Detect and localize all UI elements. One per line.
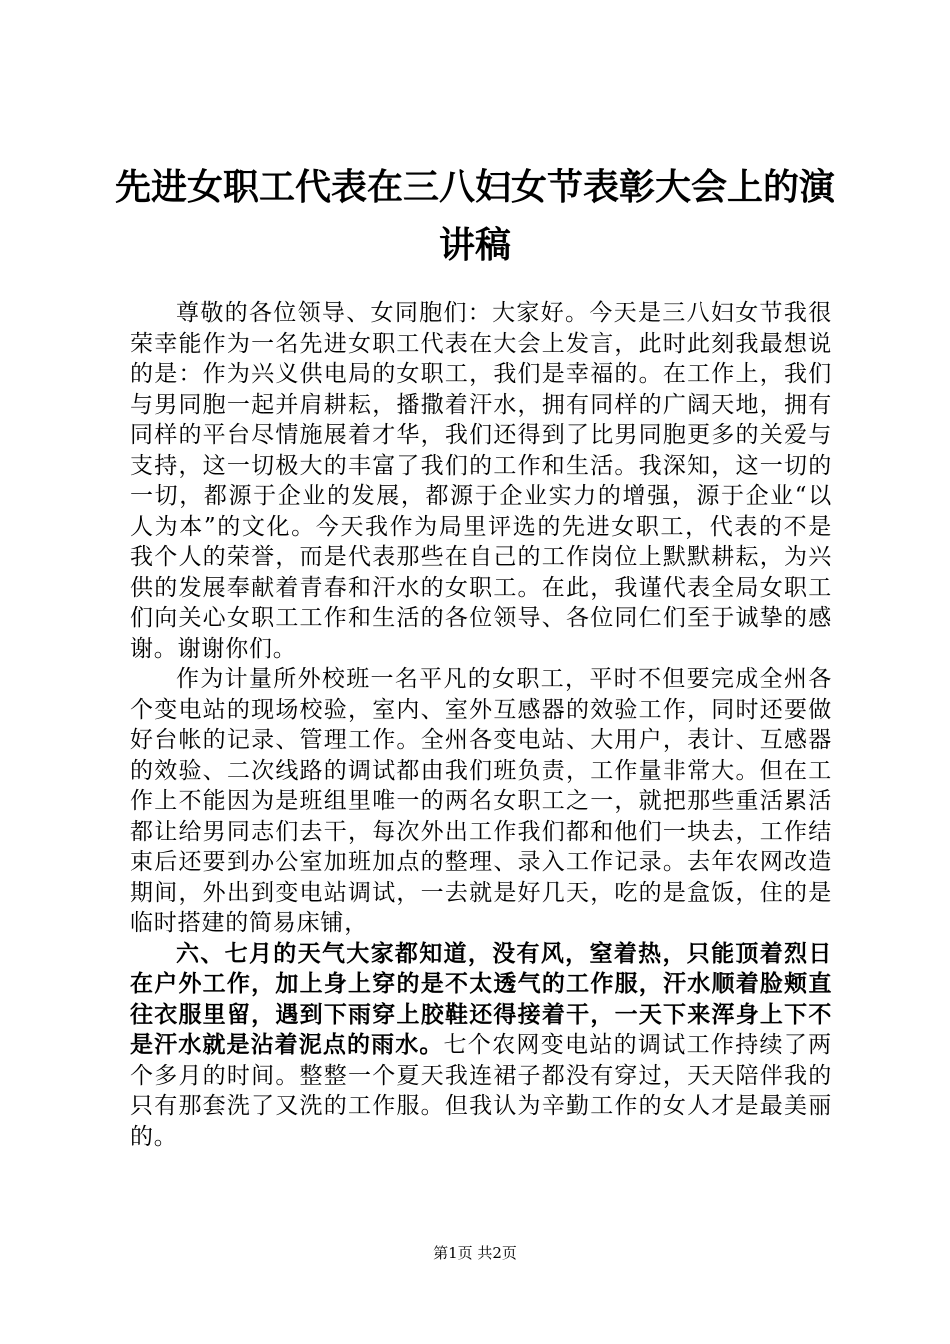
document-title: 先进女职工代表在三八妇女节表彰大会上的演讲稿 <box>114 166 835 266</box>
paragraph-1: 尊敬的各位领导、女同胞们：大家好。今天是三八妇女节我很荣幸能作为一名先进女职工代表在大会上发言，此时此刻我最想说的是：作为兴义供电局的女职工，我们是幸福的。在工作上，我们与男同胞一起并肩耕耘，播撒着汗水，拥有同样的广阔天地，拥有同样的平台尽情施展着才华，我们还得到了比男同胞更多的关爱与支持，这一切极大的丰富了我们的工作和生活。我深知，这一切的一切，都源于企业的发展，都源于企业实力的增强，源于企业“以人为本”的文化。今天我作为局里评选的先进女职工，代表的不是我个人的荣誉，而是代表那些在自己的工作岗位上默默耕耘，为兴供的发展奉献着青春和汗水的女职工。在此，我谨代表全局女职工们向关心女职工工作和生活的各位领导、各位同仁们至于诚挚的感谢。谢谢你们。 <box>130 300 832 662</box>
paragraph-2: 作为计量所外校班一名平凡的女职工，平时不但要完成全州各个变电站的现场校验，室内、室外互感器的效验工作，同时还要做好台帐的记录、管理工作。全州各变电站、大用户，表计、互感器的效验、二次线路的调试都由我们班负责，工作量非常大。但在工作上不能因为是班组里唯一的两名女职工之一，就把那些重活累活都让给男同志们去干，每次外出工作我们都和他们一块去，工作结束后还要到办公室加班加点的整理、录入工作记录。去年农网改造期间，外出到变电站调试，一去就是好几天，吃的是盒饭，住的是临时搭建的简易床铺， <box>130 666 832 936</box>
paragraph-3-rest: 七个农网变电站的调试工作持续了两个多月的时间。整整一个夏天我连裙子都没有穿过，天天陪伴我的只有那套洗了又洗的工作服。但我认为辛勤工作的女人才是最美丽的。 <box>130 1032 832 1150</box>
page-footer: 第1页 共2页 <box>433 1244 517 1262</box>
paragraph-3-bold: 六、七月的天气大家都知道，没有风，窒着热，只能顶着烈日在户外工作，加上身上穿的是不太透气的工作服，汗水顺着脸颊直往衣服里留，遇到下雨穿上胶鞋还得接着干，一天下来浑身上下不是汗水就是沾着泥点的雨水。 <box>130 940 832 1058</box>
document-body <box>130 298 832 1152</box>
paragraph-3 <box>130 939 832 1153</box>
